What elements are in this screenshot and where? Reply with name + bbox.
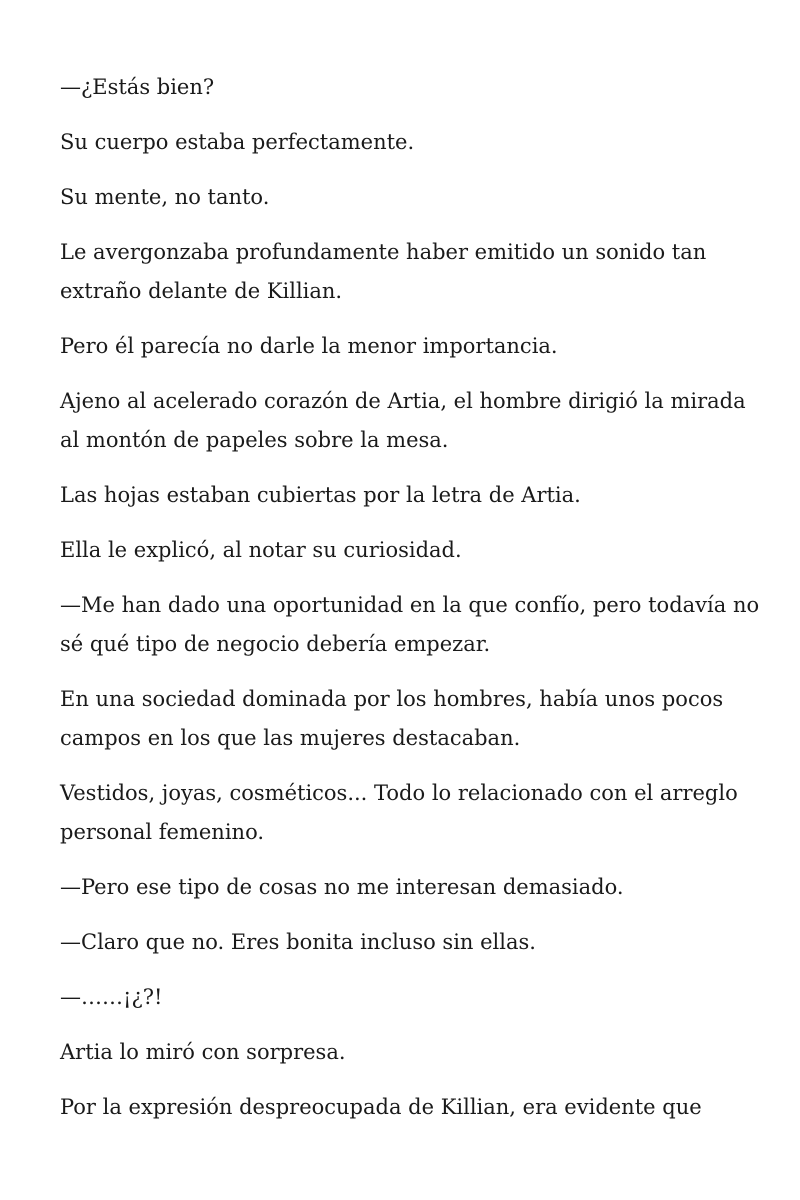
paragraph: Por la expresión despreocupada de Killian, era evidente que (60, 1095, 702, 1119)
paragraph: En una sociedad dominada por los hombres, había unos pocos campos en los que las mujeres destacaban. (60, 687, 724, 750)
paragraph: Ajeno al acelerado corazón de Artia, el hombre dirigió la mirada al montón de papeles sobre la mesa. (60, 389, 746, 452)
paragraph: Pero él parecía no darle la menor importancia. (60, 334, 558, 358)
paragraph: Ella le explicó, al notar su curiosidad. (60, 538, 462, 562)
paragraph: —Pero ese tipo de cosas no me interesan demasiado. (60, 875, 624, 899)
paragraph: —Claro que no. Eres bonita incluso sin ellas. (60, 930, 536, 954)
paragraph: —Me han dado una oportunidad en la que confío, pero todavía no sé qué tipo de negocio debería empezar. (60, 593, 760, 656)
paragraph: Su cuerpo estaba perfectamente. (60, 130, 415, 154)
paragraph: Artia lo miró con sorpresa. (60, 1040, 346, 1064)
paragraph: Vestidos, joyas, cosméticos... Todo lo relacionado con el arreglo personal femenino. (60, 781, 738, 844)
paragraph: Las hojas estaban cubiertas por la letra de Artia. (60, 483, 581, 507)
paragraph: —……¡¿?! (60, 985, 163, 1009)
paragraph: —¿Estás bien? (60, 75, 215, 99)
paragraph: Le avergonzaba profundamente haber emitido un sonido tan extraño delante de Killian. (60, 240, 707, 303)
paragraph: Su mente, no tanto. (60, 185, 270, 209)
